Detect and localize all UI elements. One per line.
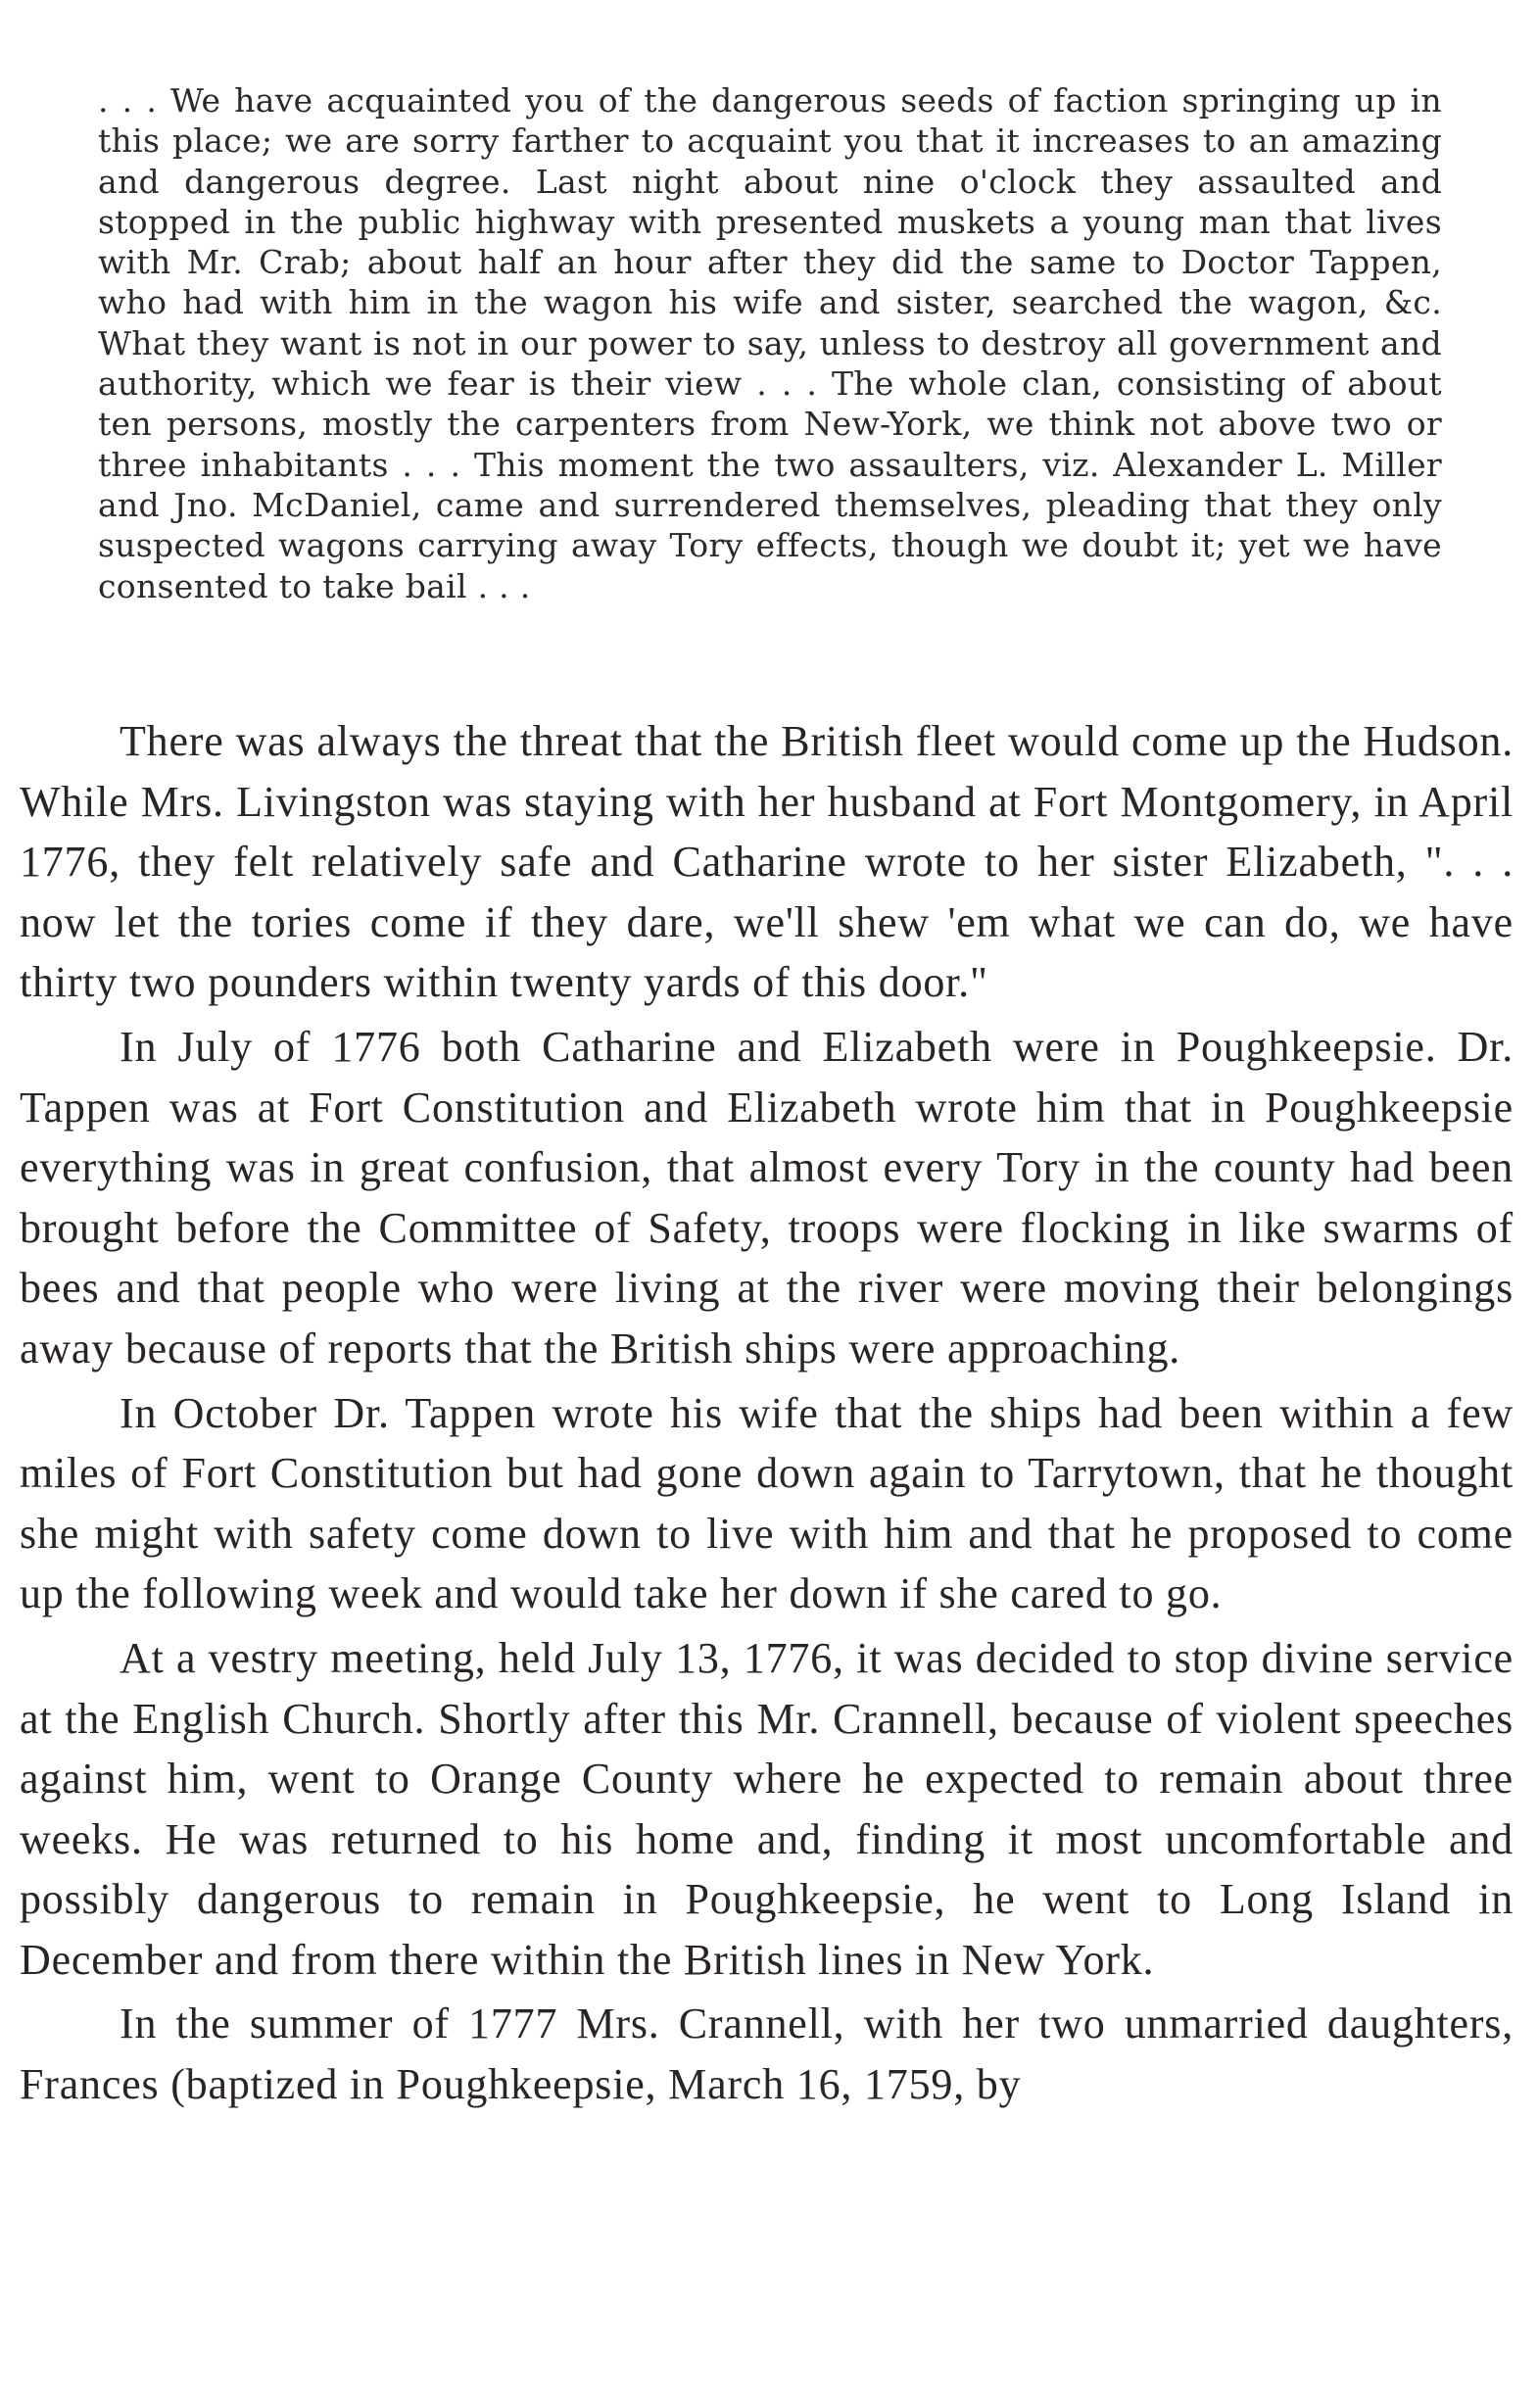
paragraph-july-1776: In July of 1776 both Catharine and Elizabeth were in Poughkeepsie. Dr. Tappen was at Fort Constitution and Elizabeth wrote him that in Poughkeepsie everything was in great confusion, that almost every Tory in the county had been brought before the Committee of Safety, troops were flocking in like swarms of bees and that people who were living at the river were moving their belongings away because of reports that the British ships were approaching. [20, 1022, 1514, 1373]
paragraph-summer-1777: In the summer of 1777 Mrs. Crannell, with her two unmarried daughters, Frances (baptized in Poughkeepsie, March 16, 1759, by [20, 1999, 1514, 2109]
body-text [20, 711, 1514, 2119]
paragraph-october: In October Dr. Tappen wrote his wife that the ships had been within a few miles of Fort Constitution but had gone down again to Tarrytown, that he thought she might with safety come down to live with him and that he proposed to come up the following week and would take her down if she cared to go. [20, 1388, 1514, 1618]
paragraph-british-fleet: There was always the threat that the British fleet would come up the Hudson. While Mrs. Livingston was staying with her husband at Fort Montgomery, in April 1776, they felt relatively safe and Catharine wrote to her sister Elizabeth, ". . . now let the tories come if they dare, we'll shew 'em what we can do, we have thirty two pounders within twenty yards of this door." [20, 717, 1514, 1007]
block-quote: . . . We have acquainted you of the dangerous seeds of faction springing up in this place; we are sorry farther to acquaint you that it increases to an amazing and dangerous degree. Last night about nine o'clock they assaulted and stopped in the public highway with presented muskets a young man that lives with Mr. Crab; about half an hour after they did the same to Doctor Tappen, who had with him in the wagon his wife and sister, searched the wagon, &c. What they want is not in our power to say, unless to destroy all government and authority, which we fear is their view . . . The whole clan, consisting of about ten persons, mostly the carpenters from New-York, we think not above two or three inhabitants . . . This moment the two assaulters, viz. Alexander L. Miller and Jno. McDaniel, came and surrendered themselves, pleading that they only suspected wagons carrying away Tory effects, though we doubt it; yet we have consented to take bail . . . [98, 81, 1442, 605]
paragraph-vestry-meeting: At a vestry meeting, held July 13, 1776, it was decided to stop divine service at the English Church. Shortly after this Mr. Crannell, because of violent speeches against him, went to Orange County where he expected to remain about three weeks. He was returned to his home and, finding it most uncomfortable and possibly dangerous to remain in Poughkeepsie, he went to Long Island in December and from there within the British lines in New York. [20, 1633, 1514, 1984]
